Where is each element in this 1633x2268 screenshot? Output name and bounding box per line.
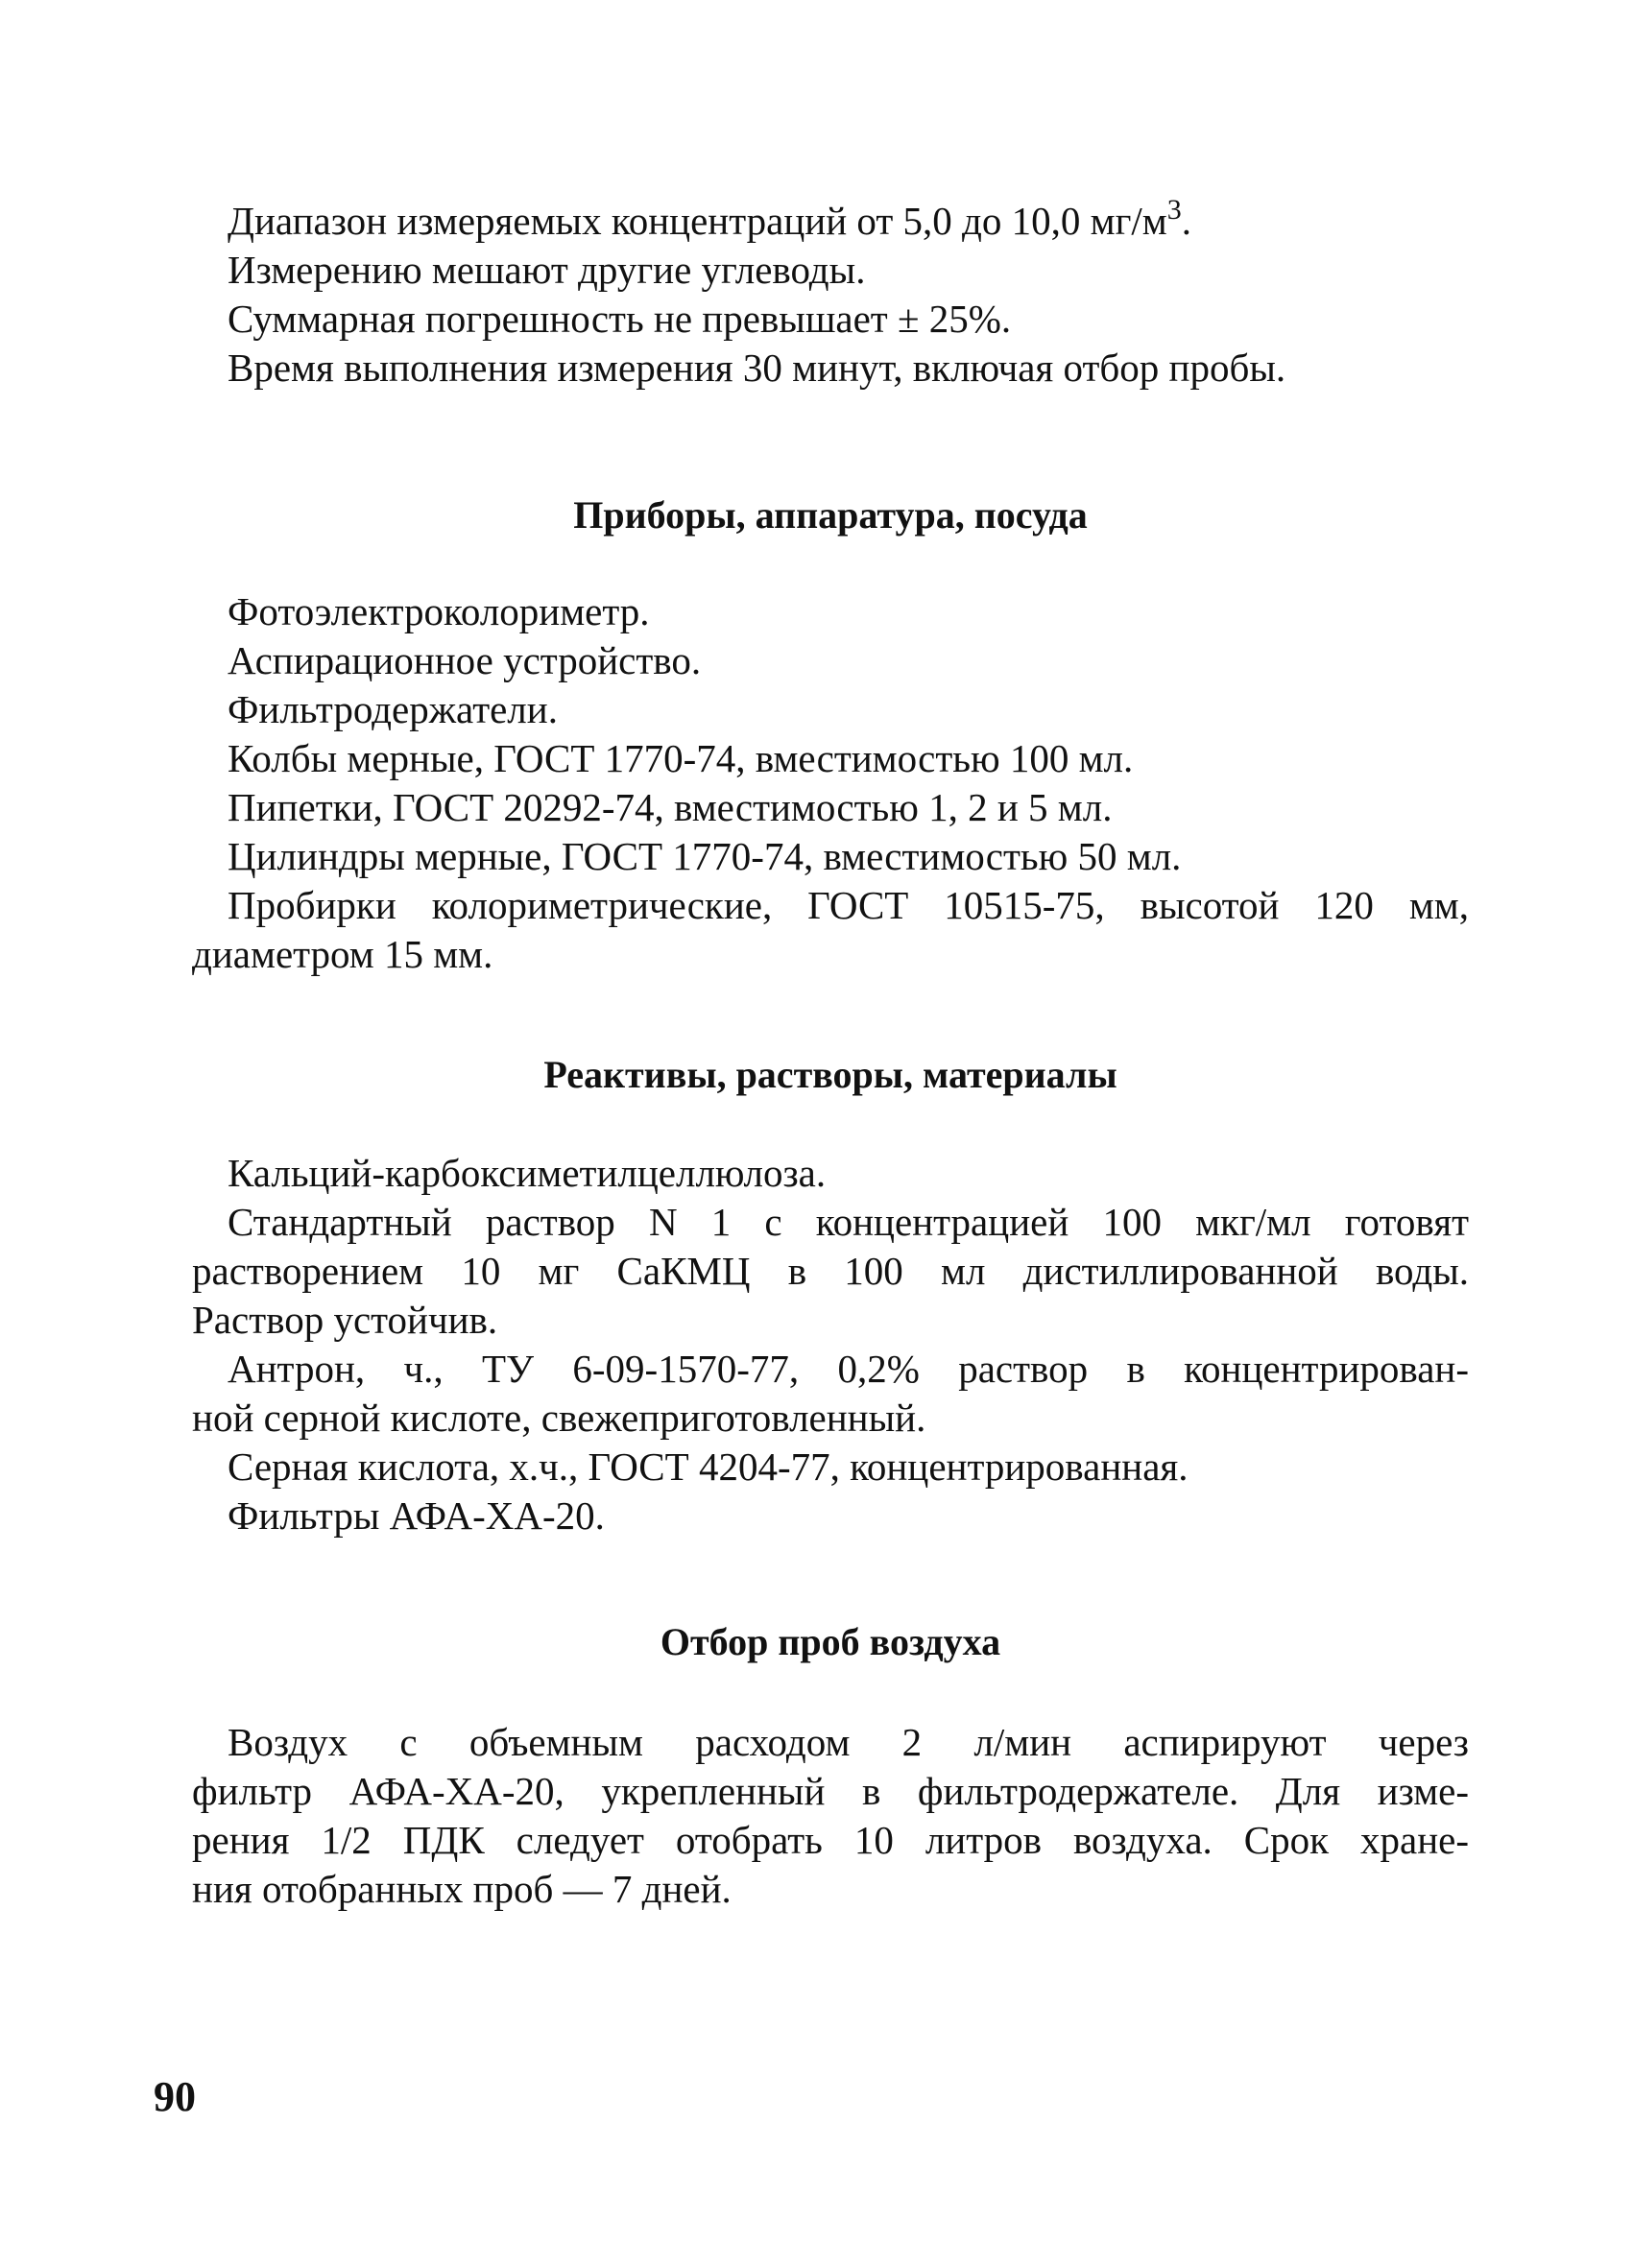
standard-line-3: Раствор устойчив. [192, 1298, 498, 1342]
time-line: Время выполнения измерения 30 минут, включая отбор пробы. [228, 346, 1286, 390]
sampling-line-1: Воздух с объемным расходом 2 л/мин аспирируют через [228, 1720, 1469, 1764]
equipment-heading: Приборы, аппаратура, посуда [573, 493, 1088, 537]
intro-section [192, 194, 1469, 393]
equipment-section [192, 587, 1469, 979]
range-text: Диапазон измеряемых концентраций от 5,0 до 10,0 мг/м [228, 199, 1167, 243]
sampling-section [192, 1718, 1469, 1914]
range-line [192, 194, 1469, 246]
range-period: . [1181, 199, 1191, 243]
equipment-item: Фильтродержатели. [228, 687, 558, 731]
tubes-line-1: Пробирки колориметрические, ГОСТ 10515-75, высотой 120 мм, [228, 883, 1469, 927]
filters-line: Фильтры АФА-ХА-20. [228, 1493, 605, 1538]
equipment-item: Цилиндры мерные, ГОСТ 1770-74, вместимостью 50 мл. [228, 834, 1182, 878]
reagents-heading: Реактивы, растворы, материалы [543, 1053, 1117, 1096]
anthrone-line-2: ной серной кислоте, свежеприготовленный. [192, 1396, 926, 1440]
reagents-section [192, 1149, 1469, 1540]
equipment-item: Колбы мерные, ГОСТ 1770-74, вместимостью 100 мл. [228, 736, 1134, 780]
anthrone-line-1: Антрон, ч., ТУ 6-09-1570-77, 0,2% раствор в концентрирован- [228, 1347, 1469, 1391]
sampling-line-2: фильтр АФА-ХА-20, укрепленный в фильтродержателе. Для изме- [192, 1769, 1469, 1813]
standard-line-2: растворением 10 мг СаКМЦ в 100 мл дистиллированной воды. [192, 1249, 1469, 1293]
interference-line: Измерению мешают другие углеводы. [228, 248, 866, 292]
sulfuric-line: Серная кислота, х.ч., ГОСТ 4204-77, концентрированная. [228, 1444, 1189, 1489]
sampling-heading: Отбор проб воздуха [660, 1620, 1001, 1663]
equipment-item: Пипетки, ГОСТ 20292-74, вместимостью 1, 2 и 5 мл. [228, 785, 1113, 829]
equipment-item: Аспирационное устройство. [228, 638, 702, 682]
cmc-line: Кальций-карбоксиметилцеллюлоза. [228, 1151, 827, 1195]
range-superscript: 3 [1166, 194, 1182, 226]
sampling-line-4: ния отобранных проб — 7 дней. [192, 1867, 732, 1911]
tubes-line-2: диаметром 15 мм. [192, 932, 493, 976]
equipment-item: Фотоэлектроколориметр. [228, 589, 650, 633]
page-number: 90 [154, 2073, 196, 2120]
standard-line-1: Стандартный раствор N 1 с концентрацией 100 мкг/мл готовят [228, 1200, 1469, 1244]
sampling-line-3: рения 1/2 ПДК следует отобрать 10 литров воздуха. Срок хране- [192, 1818, 1469, 1862]
error-line: Суммарная погрешность не превышает ± 25%. [228, 297, 1012, 341]
